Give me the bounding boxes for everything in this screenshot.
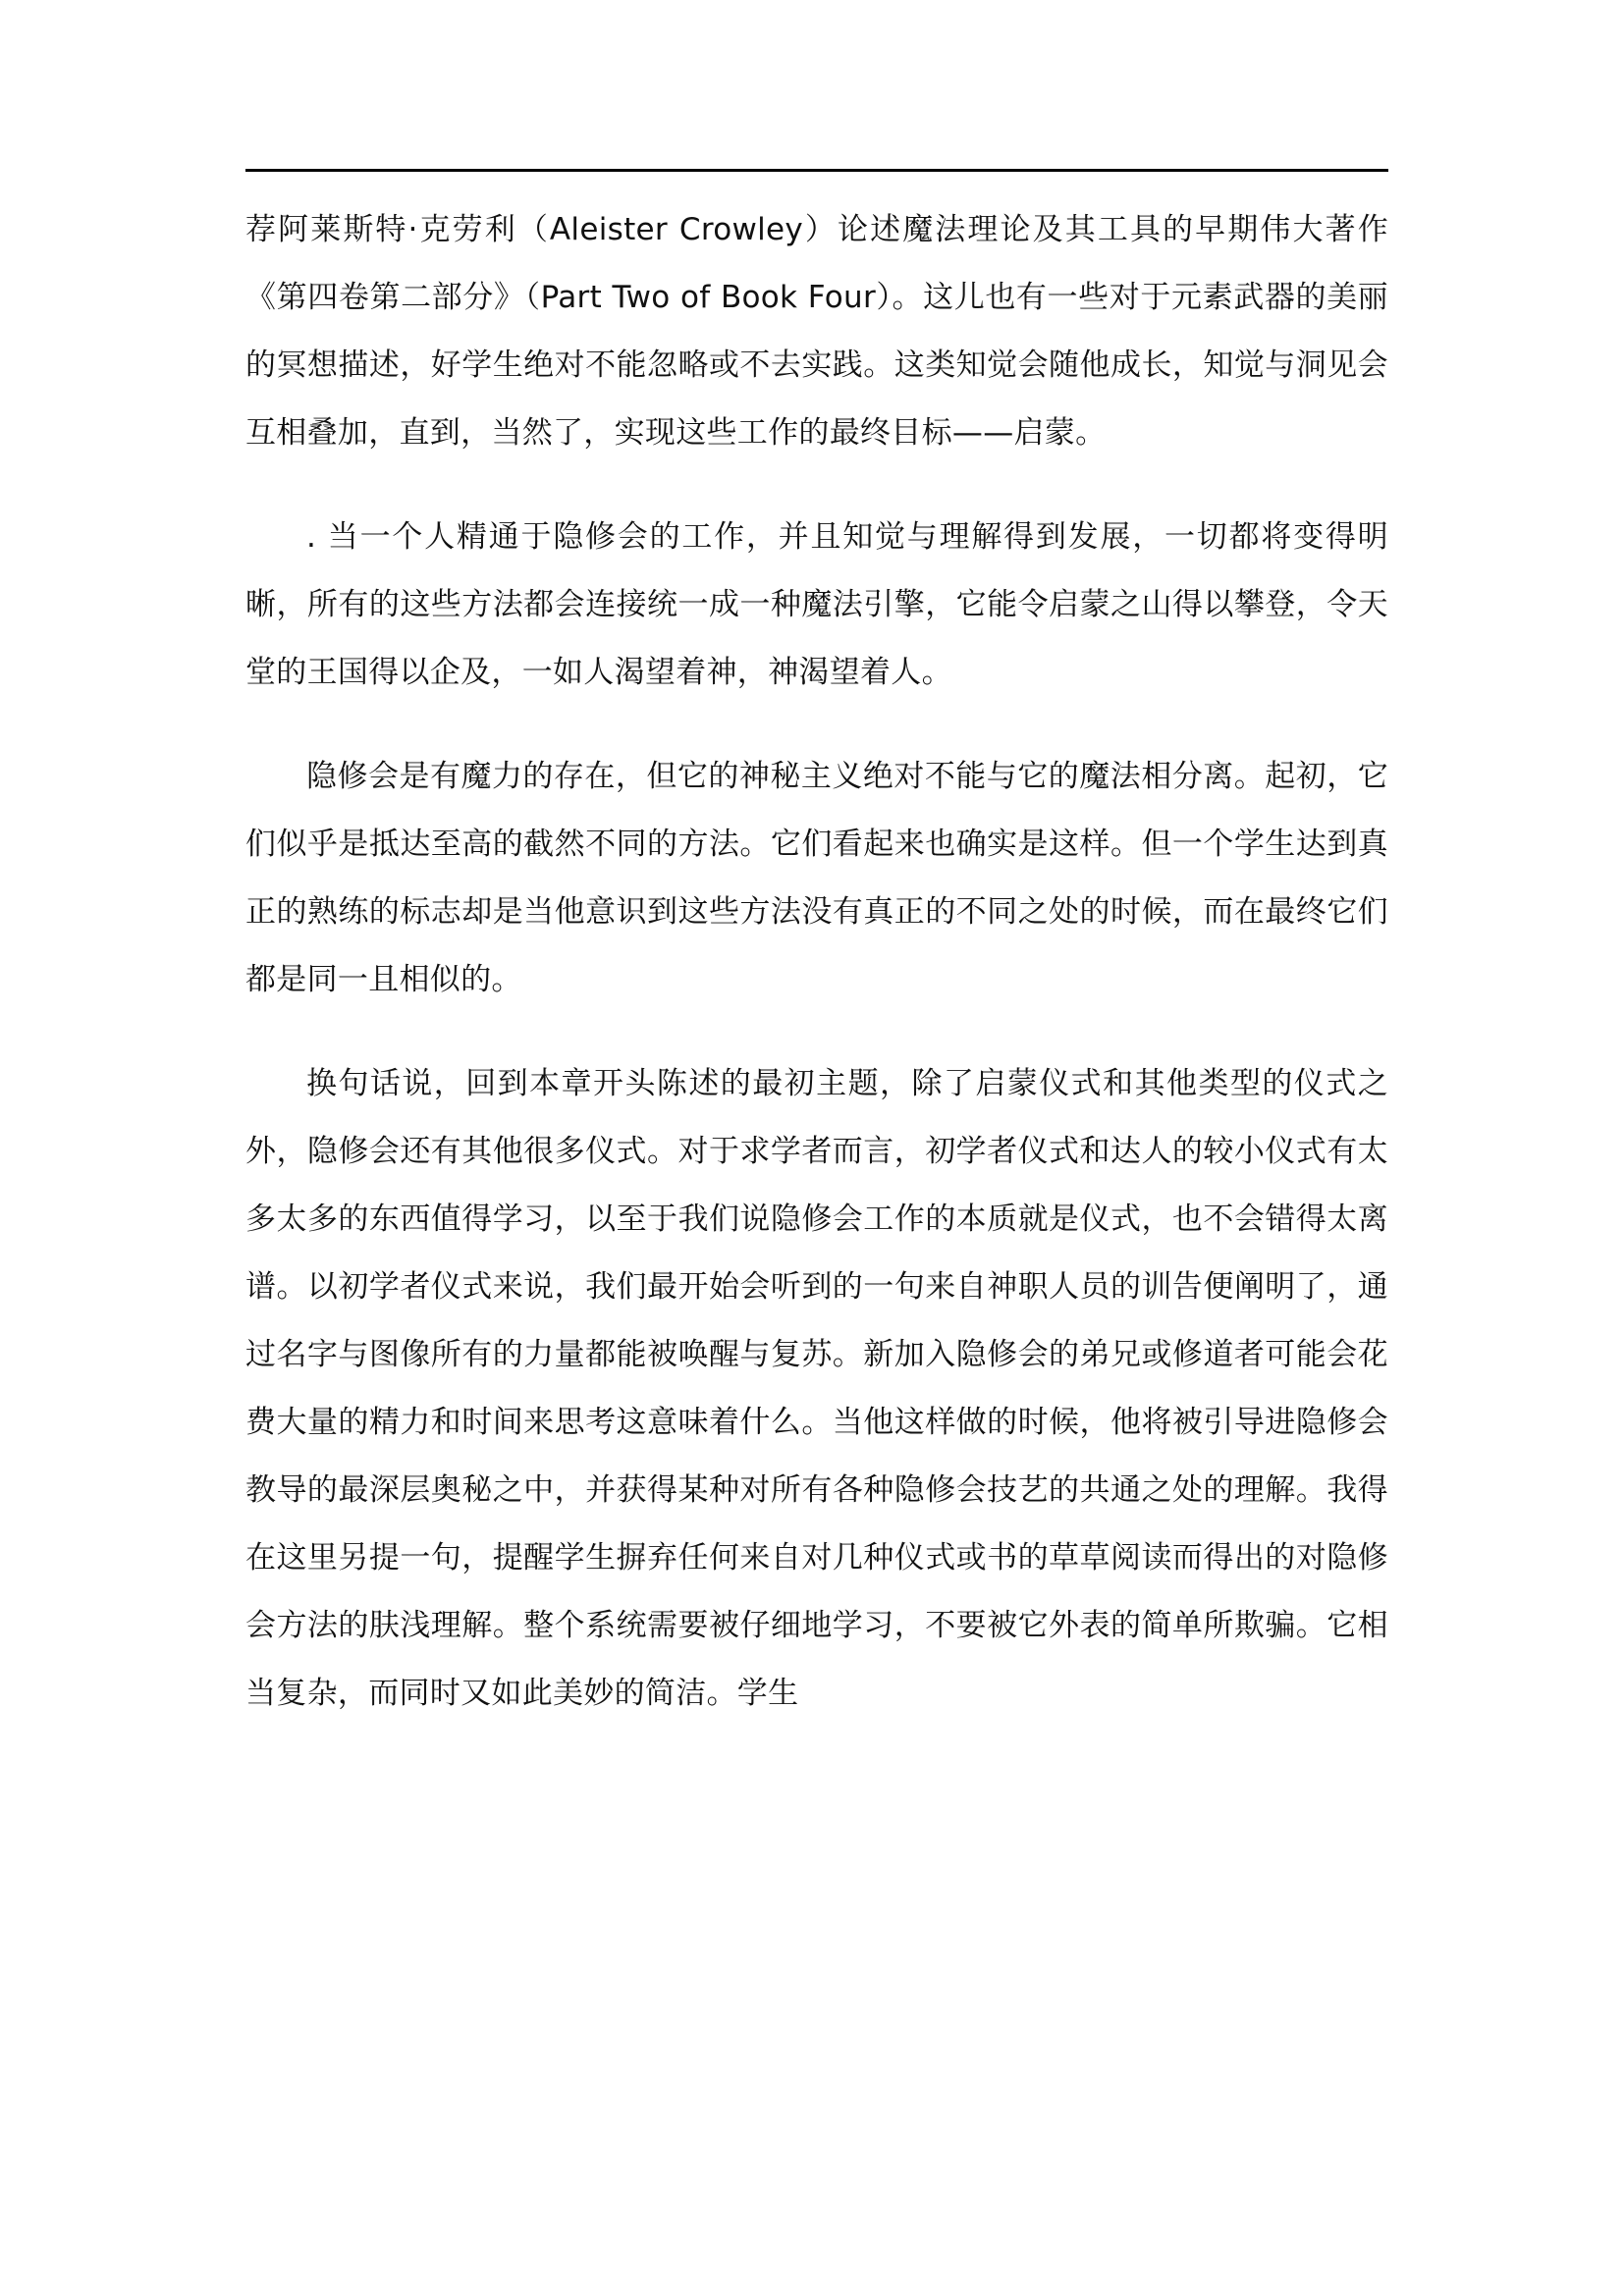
paragraph-4: 换句话说，回到本章开头陈述的最初主题，除了启蒙仪式和其他类型的仪式之外，隐修会还有其他很多仪式。对于求学者而言，初学者仪式和达人的较小仪式有太多太多的东西值得学习，以至于我们说隐修会工作的本质就是仪式，也不会错得太离谱。以初学者仪式来说，我们最开始会听到的一句来自神职人员的训告便阐明了，通过名字与图像所有的力量都能被唤醒与复苏。新加入隐修会的弟兄或修道者可能会花费大量的精力和时间来思考这意味着什么。当他这样做的时候，他将被引导进隐修会教导的最深层奥秘之中，并获得某种对所有各种隐修会技艺的共通之处的理解。我得在这里另提一句，提醒学生摒弃任何来自对几种仪式或书的草草阅读而得出的对隐修会方法的肤浅理解。整个系统需要被仔细地学习，不要被它外表的简单所欺骗。它相当复杂，而同时又如此美妙的简洁。学生	[245, 1066, 1388, 1711]
page-body	[245, 196, 1388, 1728]
paragraph-2: . 当一个人精通于隐修会的工作，并且知觉与理解得到发展，一切都将变得明晰，所有的这些方法都会连接统一成一种魔法引擎，它能令启蒙之山得以攀登，令天堂的王国得以企及，一如人渴望着神，神渴望着人。	[245, 519, 1388, 690]
paragraph-1: 荐阿莱斯特·克劳利（Aleister Crowley）论述魔法理论及其工具的早期伟大著作《第四卷第二部分》（Part Two of Book Four）。这儿也有一些对于元素武器的美丽的冥想描述，好学生绝对不能忽略或不去实践。这类知觉会随他成长，知觉与洞见会互相叠加，直到，当然了，实现这些工作的最终目标——启蒙。	[245, 212, 1388, 451]
paragraph-3: 隐修会是有魔力的存在，但它的神秘主义绝对不能与它的魔法相分离。起初，它们似乎是抵达至高的截然不同的方法。它们看起来也确实是这样。但一个学生达到真正的熟练的标志却是当他意识到这些方法没有真正的不同之处的时候，而在最终它们都是同一且相似的。	[245, 759, 1388, 997]
header-rule	[245, 169, 1388, 172]
